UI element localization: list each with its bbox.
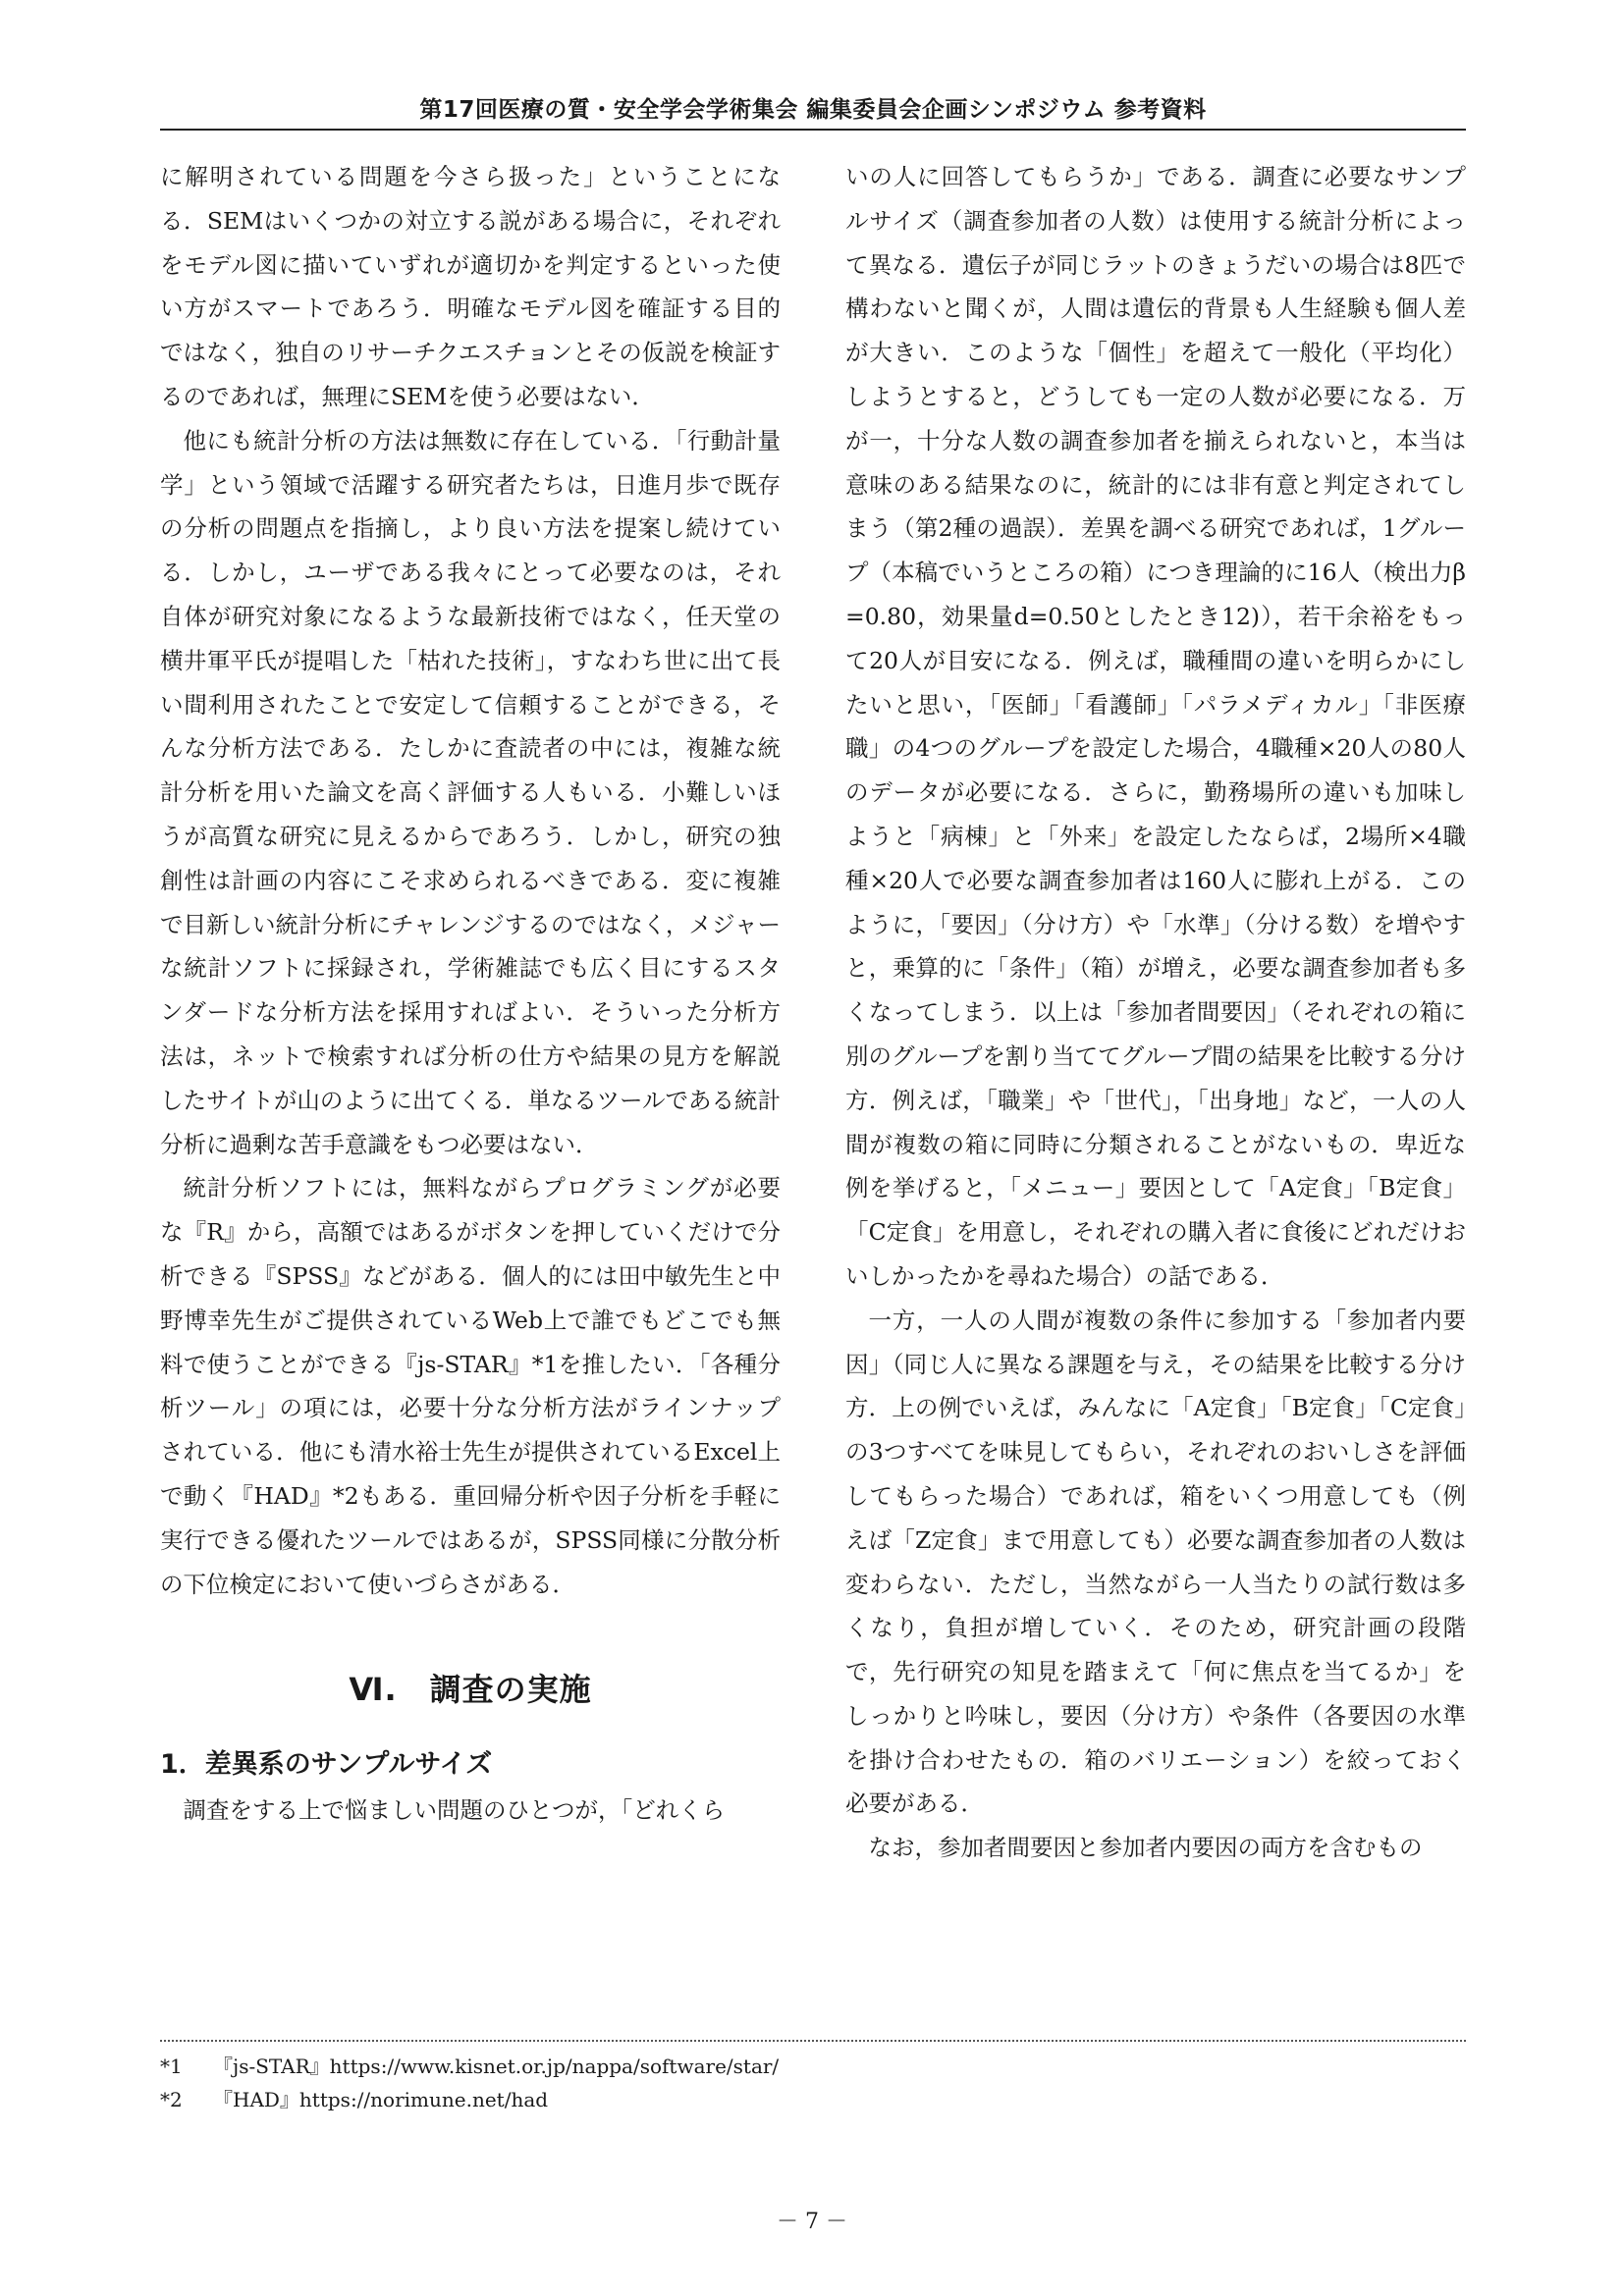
right-column (845, 155, 1466, 1870)
left-paragraph-2: 他にも統計分析の方法は無数に存在している．「行動計量学」という領域で活躍する研究者たちは，日進月歩で既存の分析の問題点を指摘し，より良い方法を提案し続けている．しかし，ユーザである我々にとって必要なのは，それ自体が研究対象になるような最新技術ではなく，任天堂の横井軍平氏が提唱した「枯れた技術」，すなわち世に出て長い間利用されたことで安定して信頼することができる，そんな分析方法である．たしかに査読者の中には，複雑な統計分析を用いた論文を高く評価する人もいる．小難しいほうが高質な研究に見えるからであろう．しかし，研究の独創性は計画の内容にこそ求められるべきである．変に複雑で目新しい統計分析にチャレンジするのではなく，メジャーな統計ソフトに採録され，学術雑誌でも広く目にするスタンダードな分析方法を採用すればよい．そういった分析方法は，ネットで検索すれば分析の仕方や結果の見方を解説したサイトが山のように出てくる．単なるツールである統計分析に過剰な苦手意識をもつ必要はない． (160, 426, 781, 1158)
page-number: － 7 － (777, 2210, 847, 2234)
section-title: Ⅵ. 調査の実施 (349, 1671, 592, 1709)
right-paragraph-3: なお，参加者間要因と参加者内要因の両方を含むもの (868, 1834, 1423, 1862)
footnote-text: 『js-STAR』https://www.kisnet.or.jp/nappa/software/star/ (213, 2055, 780, 2078)
footnote-1 (160, 2050, 1466, 2083)
footnote-mark: *1 (160, 2055, 183, 2078)
footnotes (160, 2050, 1466, 2116)
left-paragraph-4: 調査をする上で悩ましい問題のひとつが，「どれくら (183, 1796, 726, 1825)
footnote-mark: *2 (160, 2088, 183, 2111)
footnote-2 (160, 2083, 1466, 2116)
header-rule (160, 129, 1466, 131)
left-paragraph-3: 統計分析ソフトには，無料ながらプログラミングが必要な『R』から，高額ではあるがボタンを押していくだけで分析できる『SPSS』などがある．個人的には田中敏先生と中野博幸先生がご提供されているWeb上で誰でもどこでも無料で使うことができる『js-STAR』*1を推したい．「各種分析ツール」の項には，必要十分な分析方法がラインナップされている．他にも清水裕士先生が提供されているExcel上で動く『HAD』*2もある．重回帰分析や因子分析を手軽に実行できる優れたツールではあるが，SPSS同様に分散分析の下位検定において使いづらさがある． (160, 1174, 781, 1598)
subsection-title: 1．差異系のサンプルサイズ (160, 1749, 493, 1781)
left-paragraph-1: に解明されている問題を今さら扱った」ということになる．SEMはいくつかの対立する説がある場合に，それぞれをモデル図に描いていずれが適切かを判定するといった使い方がスマートであろう．明確なモデル図を確証する目的ではなく，独自のリサーチクエスチョンとその仮説を検証するのであれば，無理にSEMを使う必要はない． (160, 163, 781, 410)
left-column (160, 155, 781, 1833)
running-header: 第17回医療の質・安全学会学術集会 編集委員会企画シンポジウム 参考資料 (419, 97, 1207, 123)
footnote-rule (160, 2040, 1466, 2042)
footnote-text: 『HAD』https://norimune.net/had (213, 2088, 549, 2111)
right-paragraph-1: いの人に回答してもらうか」である．調査に必要なサンプルサイズ（調査参加者の人数）は使用する統計分析によって異なる．遺伝子が同じラットのきょうだいの場合は8匹で構わないと聞くが，人間は遺伝的背景も人生経験も個人差が大きい．このような「個性」を超えて一般化（平均化）しようとすると，どうしても一定の人数が必要になる．万が一，十分な人数の調査参加者を揃えられないと，本当は意味のある結果なのに，統計的には非有意と判定されてしまう（第2種の過誤）．差異を調べる研究であれば，1グループ（本稿でいうところの箱）につき理論的に16人（検出力β=0.80，効果量d=0.50としたとき12)），若干余裕をもって20人が目安になる．例えば，職種間の違いを明らかにしたいと思い，「医師」「看護師」「パラメディカル」「非医療職」の4つのグループを設定した場合，4職種×20人の80人のデータが必要になる．さらに，勤務場所の違いも加味しようと「病棟」と「外来」を設定したならば，2場所×4職種×20人で必要な調査参加者は160人に膨れ上がる．このように，「要因」（分け方）や「水準」（分ける数）を増やすと，乗算的に「条件」（箱）が増え，必要な調査参加者も多くなってしまう．以上は「参加者間要因」（それぞれの箱に別のグループを割り当ててグループ間の結果を比較する分け方．例えば，「職業」や「世代」，「出身地」など，一人の人間が複数の箱に同時に分類されることがないもの．卑近な例を挙げると，「メニュー」要因として「A定食」「B定食」「C定食」を用意し，それぞれの購入者に食後にどれだけおいしかったかを尋ねた場合）の話である． (845, 163, 1466, 1290)
right-paragraph-2: 一方，一人の人間が複数の条件に参加する「参加者内要因」（同じ人に異なる課題を与え，その結果を比較する分け方．上の例でいえば，みんなに「A定食」「B定食」「C定食」の3つすべてを味見してもらい，それぞれのおいしさを評価してもらった場合）であれば，箱をいくつ用意しても（例えば「Z定食」まで用意しても）必要な調査参加者の人数は変わらない．ただし，当然ながら一人当たりの試行数は多くなり，負担が増していく．そのため，研究計画の段階で，先行研究の知見を踏まえて「何に焦点を当てるか」をしっかりと吟味し，要因（分け方）や条件（各要因の水準を掛け合わせたもの．箱のバリエーション）を絞っておく必要がある． (845, 1306, 1466, 1818)
